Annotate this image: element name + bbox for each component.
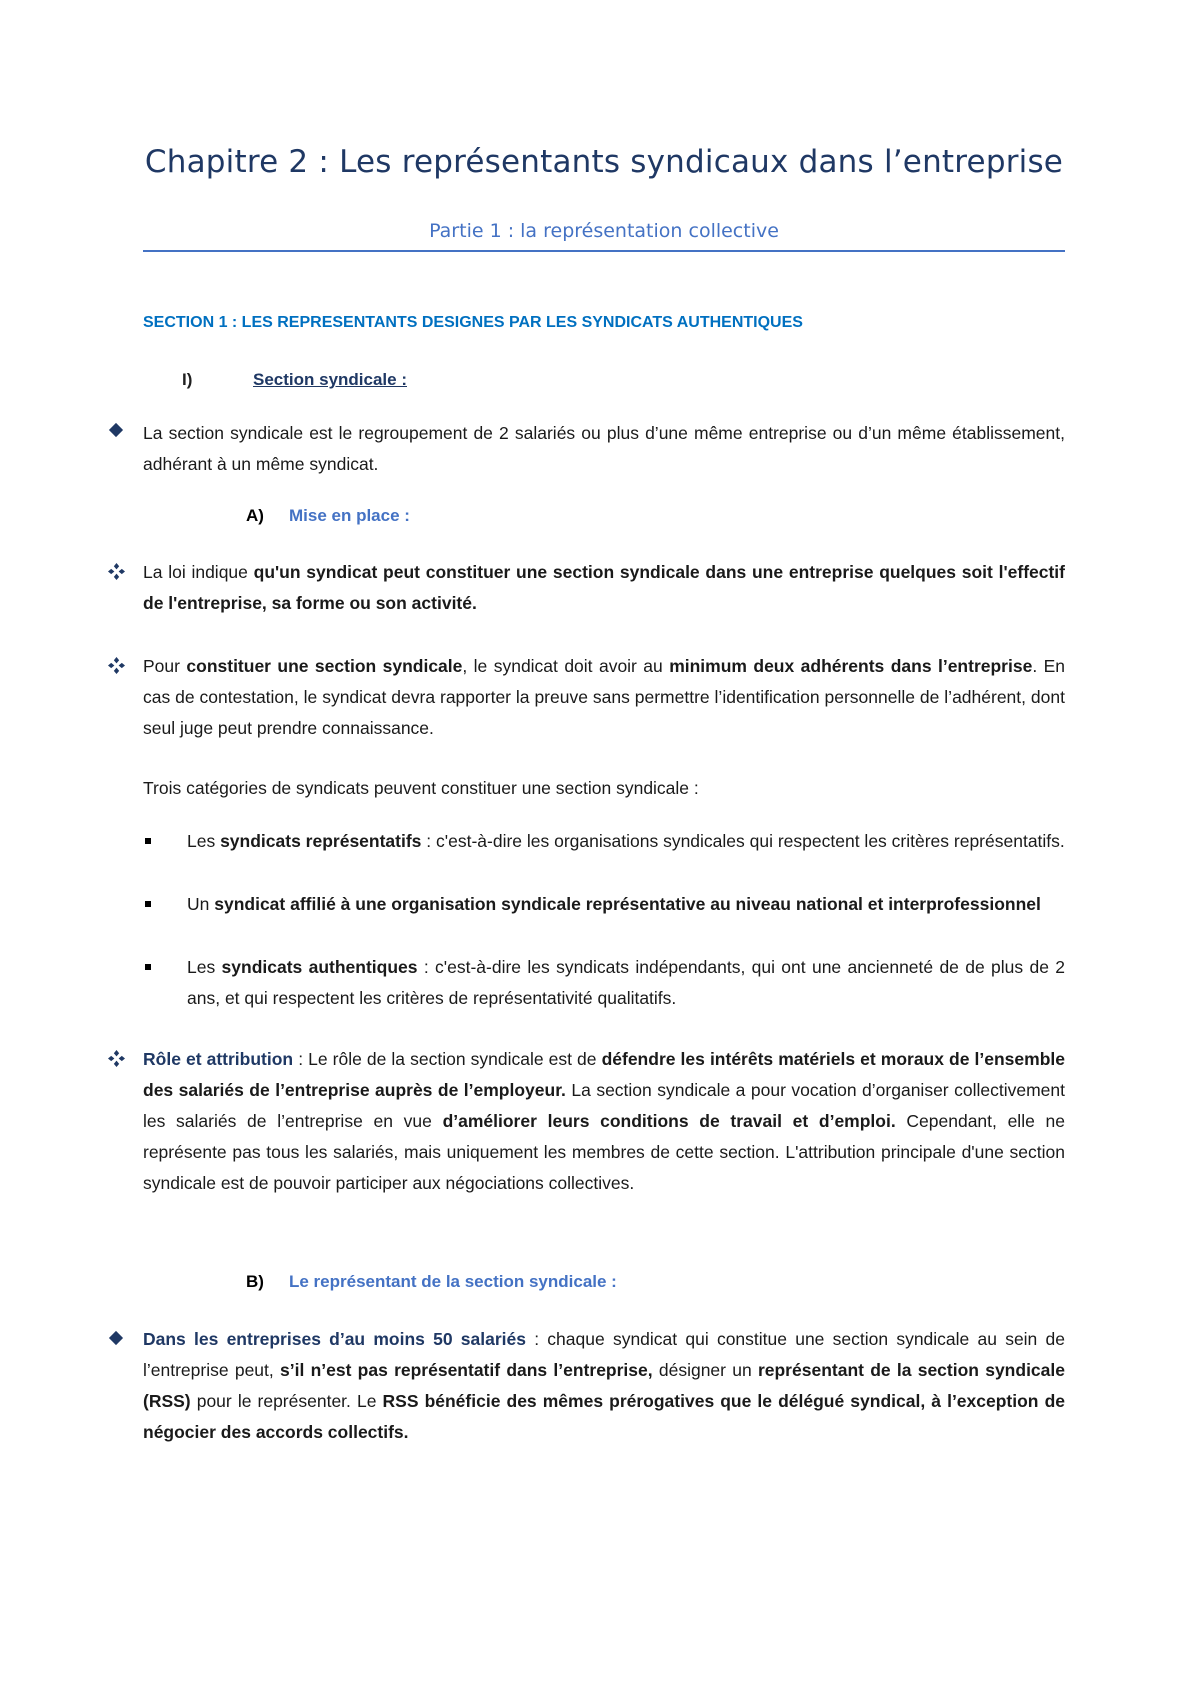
categories-intro-text: Trois catégories de syndicats peuvent constituer une section syndicale :: [143, 778, 699, 798]
rss-text-3: pour le représenter. Le: [190, 1391, 383, 1411]
loi-paragraph: [143, 557, 1065, 619]
role-paragraph: [143, 1044, 1065, 1199]
constituer-text-3: . En cas de contestation, le syndicat devra rapporter la preuve sans permettre l’identification personnelle de l’adhérent, dont seul juge peut prendre connaissance.: [143, 656, 1066, 738]
subsection-a-title: Mise en place :: [289, 506, 410, 525]
category-text: : c'est-à-dire les organisations syndicales qui respectent les critères représentatifs.: [421, 831, 1065, 851]
subsection-b-letter: B): [246, 1272, 264, 1291]
definition-paragraph: [143, 418, 1065, 480]
rss-label: Dans les entreprises d’au moins 50 salariés: [143, 1329, 526, 1349]
list-item: [187, 952, 1065, 1014]
diamond-bullet-icon: [108, 1330, 125, 1347]
rss-bold-1: s’il n’est pas représentatif dans l’entreprise,: [280, 1360, 653, 1380]
square-bullet-icon: [145, 838, 151, 844]
constituer-bold-2: minimum deux adhérents dans l’entreprise: [669, 656, 1033, 676]
list-item: [187, 826, 1065, 857]
definition-text: La section syndicale est le regroupement de 2 salariés ou plus d’une même entreprise ou d’un même établissement, adhérant à un même syndicat.: [143, 423, 1065, 474]
rss-bold-3: RSS bénéficie des mêmes prérogatives que le délégué syndical, à l’exception de négocier des accords collectifs.: [143, 1391, 1065, 1442]
square-bullet-icon: [145, 901, 151, 907]
four-diamond-bullet-icon: [108, 1050, 125, 1067]
list-item: [187, 889, 1065, 920]
rss-bold-2: représentant de la section syndicale (RSS): [143, 1360, 1065, 1411]
subsection-b-title: Le représentant de la section syndicale :: [289, 1272, 617, 1291]
page-subtitle: Partie 1 : la représentation collective: [429, 220, 779, 242]
title-divider: [143, 250, 1065, 252]
category-text: Les: [187, 957, 222, 977]
role-bold-1: défendre les intérêts matériels et moraux de l’ensemble des salariés de l’entreprise auprès de l’employeur.: [143, 1049, 1065, 1100]
role-text-1: : Le rôle de la section syndicale est de: [293, 1049, 602, 1069]
rss-text-2: désigner un: [652, 1360, 758, 1380]
constituer-bold-1: constituer une section syndicale: [186, 656, 463, 676]
rss-paragraph: [143, 1324, 1065, 1448]
category-bold: syndicat affilié à une organisation syndicale représentative au niveau national et interprofessionnel: [214, 894, 1041, 914]
loi-text: La loi indique: [143, 562, 254, 582]
categories-intro: [143, 773, 1065, 804]
role-label: Rôle et attribution: [143, 1049, 294, 1069]
four-diamond-bullet-icon: [108, 563, 125, 580]
diamond-bullet-icon: [108, 422, 125, 439]
section-heading: SECTION 1 : LES REPRESENTANTS DESIGNES PAR LES SYNDICATS AUTHENTIQUES: [143, 314, 803, 331]
part-numeral: I): [182, 370, 193, 389]
category-text: : c'est-à-dire les syndicats indépendants, qui ont une ancienneté de de plus de 2 ans, et qui respectent les critères de représentativité qualitatifs.: [187, 957, 1066, 1008]
category-bold: syndicats authentiques: [221, 957, 418, 977]
loi-bold-text: qu'un syndicat peut constituer une section syndicale dans une entreprise quelques soit l'effectif de l'entreprise, sa forme ou son activité.: [143, 562, 1066, 613]
category-bold: syndicats représentatifs: [220, 831, 422, 851]
subsection-a-letter: A): [246, 506, 264, 525]
constituer-paragraph: [143, 651, 1065, 744]
category-text: Un: [187, 894, 215, 914]
page-title: Chapitre 2 : Les représentants syndicaux dans l’entreprise: [144, 144, 1064, 180]
constituer-text-1: Pour: [143, 656, 187, 676]
constituer-text-2: , le syndicat doit avoir au: [462, 656, 670, 676]
square-bullet-icon: [145, 964, 151, 970]
role-text-2: La section syndicale a pour vocation d’organiser collectivement les salariés de l’entreprise en vue: [143, 1080, 1065, 1131]
four-diamond-bullet-icon: [108, 657, 125, 674]
role-text-3: Cependant, elle ne représente pas tous les salariés, mais uniquement les membres de cette section. L'attribution principale d'une section syndicale est de pouvoir participer aux négociations collectives.: [143, 1111, 1065, 1193]
rss-text-1: : chaque syndicat qui constitue une section syndicale au sein de l’entreprise peut,: [143, 1329, 1065, 1380]
role-bold-2: d’améliorer leurs conditions de travail et d’emploi.: [442, 1111, 896, 1131]
category-text: Les: [187, 831, 221, 851]
part-title: Section syndicale :: [253, 370, 407, 389]
